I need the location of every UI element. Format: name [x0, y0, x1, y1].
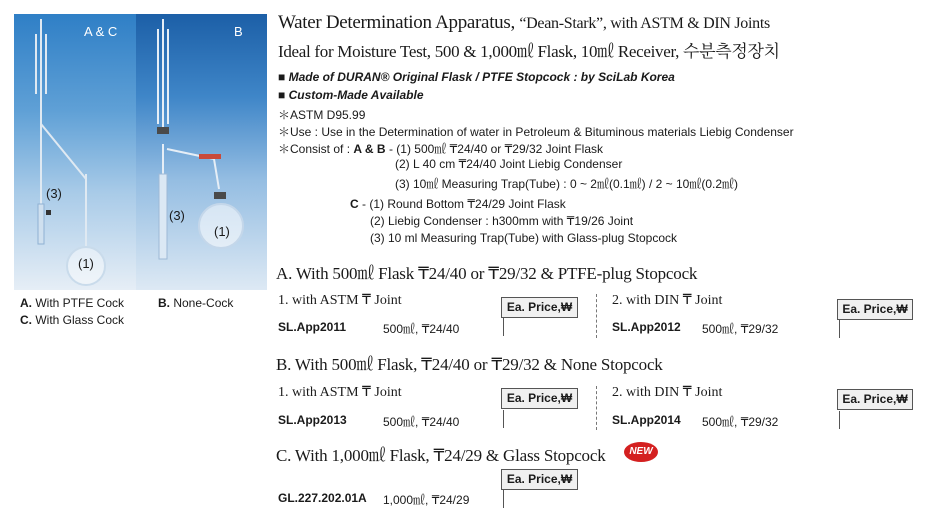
spec-use: ＊Use : Use in the Determination of water in Petroleum & Bituminous materials Liebig Condenser	[278, 125, 794, 139]
spec-c	[350, 197, 566, 211]
spec-c-label: C	[350, 197, 359, 211]
product-photo	[14, 14, 267, 290]
spec-ab-3: (3) 10㎖ Measuring Trap(Tube) : 0 ~ 2㎖(0.1㎖) / 2 ~ 10㎖(0.2㎖)	[395, 177, 739, 191]
spec-ab-2: (2) L 40 cm ₸24/40 Joint Liebig Condenser	[395, 157, 623, 171]
caption-b-text: None-Cock	[173, 296, 234, 310]
part-3-right: (3)	[169, 208, 185, 223]
section-b-title: B. With 500㎖ Flask, ₸24/40 or ₸29/32 & None Stopcock	[276, 355, 663, 374]
a-din-code: SL.App2012	[612, 320, 681, 334]
feature-duran: ■ Made of DURAN® Original Flask / PTFE Stopcock : by SciLab Korea	[278, 70, 675, 84]
spec-ab-label: A & B	[353, 142, 386, 156]
title-tail: , with ASTM & DIN Joints	[602, 15, 770, 32]
section-c-title: C. With 1,000㎖ Flask, ₸24/29 & Glass Stopcock	[276, 446, 606, 465]
spec-c-3: (3) 10 ml Measuring Trap(Tube) with Glass-plug Stopcock	[370, 231, 678, 245]
caption-c-letter: C.	[20, 313, 32, 327]
b-astm-price-header: Ea. Price,₩	[501, 388, 578, 409]
page-subtitle: Ideal for Moisture Test, 500 & 1,000㎖ Flask, 10㎖ Receiver, 수분측정장치	[278, 42, 780, 61]
spec-consist	[278, 140, 603, 157]
b-din-code: SL.App2014	[612, 413, 681, 427]
b-astm-price-cell	[503, 410, 504, 428]
b-din-price-header: Ea. Price,₩	[837, 389, 913, 410]
divider-b	[596, 386, 597, 430]
part-1-left: (1)	[78, 256, 94, 271]
caption-b-letter: B.	[158, 296, 170, 310]
page-title	[278, 12, 770, 34]
title-quote: “Dean-Stark”	[519, 15, 603, 32]
c-price-cell	[503, 490, 504, 508]
a-astm-subtitle: 1. with ASTM ₸ Joint	[278, 293, 402, 308]
apparatus-illustration	[14, 14, 267, 290]
c-capacity: 1,000㎖, ₸24/29	[383, 493, 470, 507]
title-main: Water Determination Apparatus,	[278, 12, 515, 33]
divider-a	[596, 294, 597, 338]
b-din-subtitle: 2. with DIN ₸ Joint	[612, 385, 723, 400]
a-din-subtitle: 2. with DIN ₸ Joint	[612, 293, 723, 308]
b-din-price-cell	[839, 411, 840, 429]
a-astm-capacity: 500㎖, ₸24/40	[383, 322, 460, 336]
new-badge: NEW	[624, 442, 658, 462]
b-din-capacity: 500㎖, ₸29/32	[702, 415, 779, 429]
a-astm-price-header: Ea. Price,₩	[501, 297, 578, 318]
caption-b	[158, 296, 233, 310]
c-price-header: Ea. Price,₩	[501, 469, 578, 490]
label-ac: A & C	[84, 24, 118, 39]
caption-c-text: With Glass Cock	[35, 313, 125, 327]
spec-c-1: - (1) Round Bottom ₸24/29 Joint Flask	[362, 197, 566, 211]
a-din-capacity: 500㎖, ₸29/32	[702, 322, 779, 336]
b-astm-code: SL.App2013	[278, 413, 347, 427]
spec-astm: ＊ASTM D95.99	[278, 108, 366, 122]
a-astm-price-cell	[503, 318, 504, 336]
section-a-title: A. With 500㎖ Flask ₸24/40 or ₸29/32 & PTFE-plug Stopcock	[276, 264, 698, 283]
spec-c-2: (2) Liebig Condenser : h300mm with ₸19/26 Joint	[370, 214, 634, 228]
b-astm-capacity: 500㎖, ₸24/40	[383, 415, 460, 429]
caption-a	[20, 296, 124, 310]
a-astm-code: SL.App2011	[278, 320, 347, 334]
feature-custom: ■ Custom-Made Available	[278, 88, 424, 102]
caption-a-text: With PTFE Cock	[35, 296, 125, 310]
part-1-right: (1)	[214, 224, 230, 239]
b-astm-subtitle: 1. with ASTM ₸ Joint	[278, 385, 402, 400]
caption-a-letter: A.	[20, 296, 32, 310]
spec-consist-label: ＊Consist of :	[278, 142, 351, 156]
caption-c	[20, 313, 124, 327]
part-3-left: (3)	[46, 186, 62, 201]
label-b: B	[234, 24, 243, 39]
spec-ab-1: - (1) 500㎖ ₸24/40 or ₸29/32 Joint Flask	[388, 142, 603, 156]
c-code: GL.227.202.01A	[278, 491, 367, 505]
a-din-price-cell	[839, 320, 840, 338]
a-din-price-header: Ea. Price,₩	[837, 299, 913, 320]
